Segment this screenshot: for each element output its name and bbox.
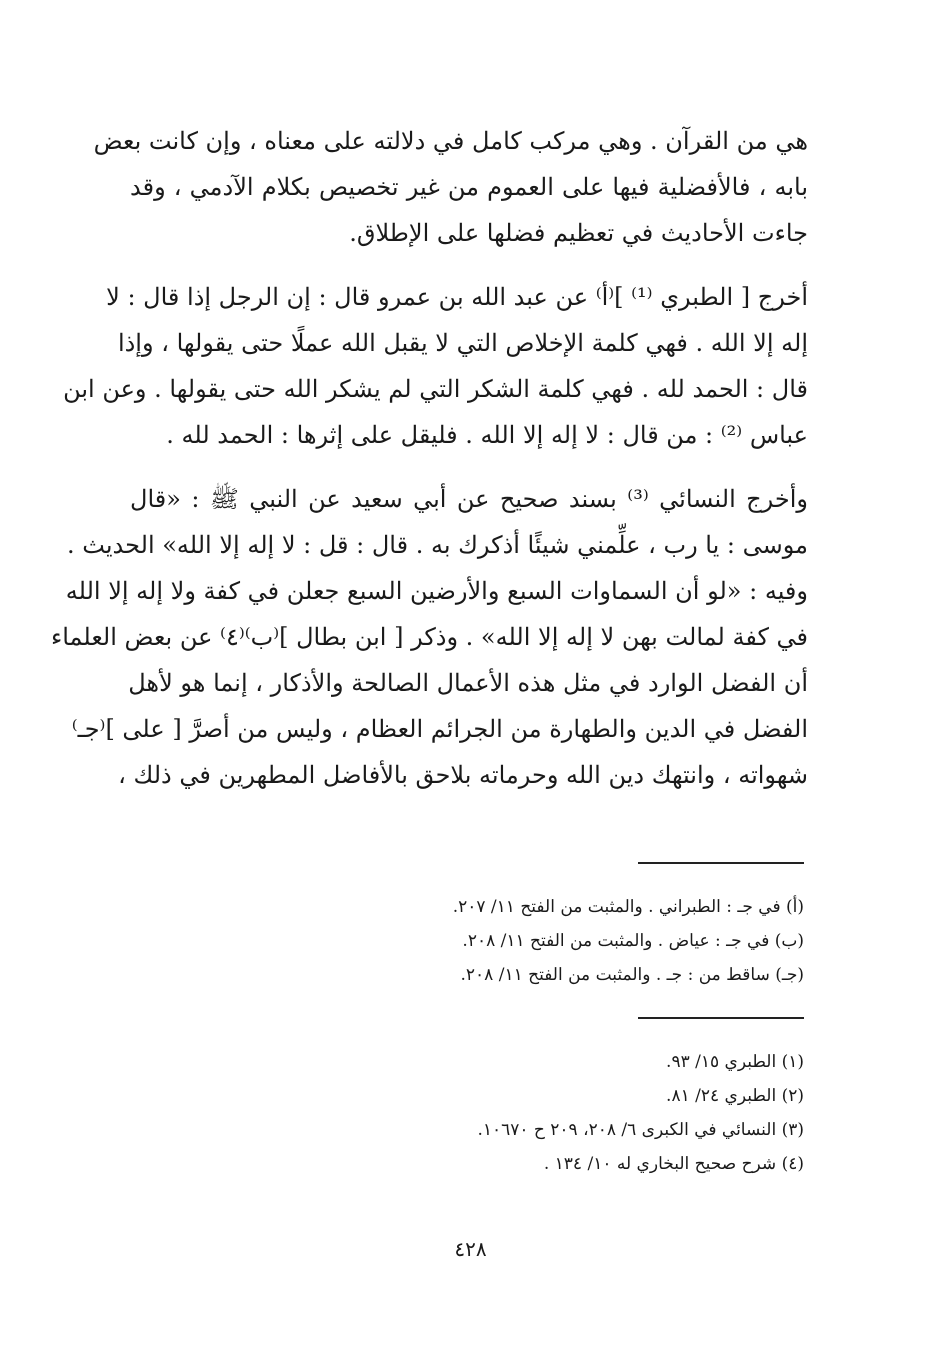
text-line: أخرج [ الطبري ⁽¹⁾ ]⁽أ⁾ عن عبد الله بن عمرو قال : إن الرجل إذا قال : لا bbox=[106, 283, 808, 311]
footnote: (جـ) ساقط من : جـ . والمثبت من الفتح ١١/ ٢٠٨. bbox=[460, 965, 804, 985]
footnote: (ب) في جـ : عياض . والمثبت من الفتح ١١/ ٢٠٨. bbox=[462, 931, 804, 951]
text-line: أن الفضل الوارد في مثل هذه الأعمال الصالحة والأذكار ، إنما هو لأهل bbox=[128, 669, 808, 697]
text-line: شهواته ، وانتهك دين الله وحرماته بلاحق بالأفاضل المطهرين في ذلك ، bbox=[118, 761, 808, 789]
main-text bbox=[50, 118, 809, 798]
text-line: جاءت الأحاديث في تعظيم فضلها على الإطلاق. bbox=[349, 219, 808, 247]
footnote: (أ) في جـ : الطبراني . والمثبت من الفتح ١١/ ٢٠٧. bbox=[452, 897, 804, 917]
footnote: (٤) شرح صحيح البخاري له ١٠/ ١٣٤ . bbox=[543, 1154, 804, 1174]
text-line: موسى : يا رب ، علِّمني شيئًا أذكرك به . قال : قل : لا إله إلا الله» الحديث . bbox=[67, 531, 808, 559]
text-line: في كفة لمالت بهن لا إله إلا الله» . وذكر [ ابن بطال ]⁽ب⁾⁽٤⁾ عن بعض العلماء bbox=[50, 623, 808, 651]
text-line: وفيه : «لو أن السماوات السبع والأرضين السبع جعلن في كفة ولا إله إلا الله bbox=[65, 577, 808, 605]
text-line: هي من القرآن . وهي مركب كامل في دلالته على معناه ، وإن كانت بعض bbox=[93, 127, 808, 155]
footnote: (٣) النسائي في الكبرى ٦/ ٢٠٨، ٢٠٩ ح ١٠٦٧٠. bbox=[477, 1120, 804, 1140]
footnote: (٢) الطبري ٢٤/ ٨١. bbox=[666, 1086, 804, 1106]
footnote-divider bbox=[638, 1017, 804, 1019]
paragraph-1 bbox=[93, 118, 808, 256]
text-line: بابه ، فالأفضلية فيها على العموم من غير تخصيص بكلام الآدمي ، وقد bbox=[130, 173, 808, 201]
footnote: (١) الطبري ١٥/ ٩٣. bbox=[666, 1052, 804, 1072]
text-line: قال : الحمد لله . فهي كلمة الشكر التي لم يشكر الله حتى يقولها . وعن ابن bbox=[63, 375, 808, 403]
text-line: وأخرج النسائي ⁽³⁾ بسند صحيح عن أبي سعيد عن النبي ﷺ : «قال bbox=[130, 485, 809, 513]
source-footnotes bbox=[304, 1045, 804, 1181]
text-line: الفضل في الدين والطهارة من الجرائم العظام ، وليس من أصرَّ [ على ]⁽جـ⁾ bbox=[71, 715, 808, 743]
footnote-divider bbox=[638, 862, 804, 864]
text-line: عباس ⁽²⁾ : من قال : لا إله إلا الله . فليقل على إثرها : الحمد لله . bbox=[166, 421, 808, 449]
page-number: ٤٢٨ bbox=[454, 1237, 487, 1261]
editor-footnotes bbox=[304, 890, 804, 992]
paragraph-2 bbox=[63, 274, 808, 458]
paragraph-3 bbox=[50, 476, 809, 798]
text-line: إله إلا الله . فهي كلمة الإخلاص التي لا يقبل الله عملًا حتى يقولها ، وإذا bbox=[117, 329, 808, 357]
